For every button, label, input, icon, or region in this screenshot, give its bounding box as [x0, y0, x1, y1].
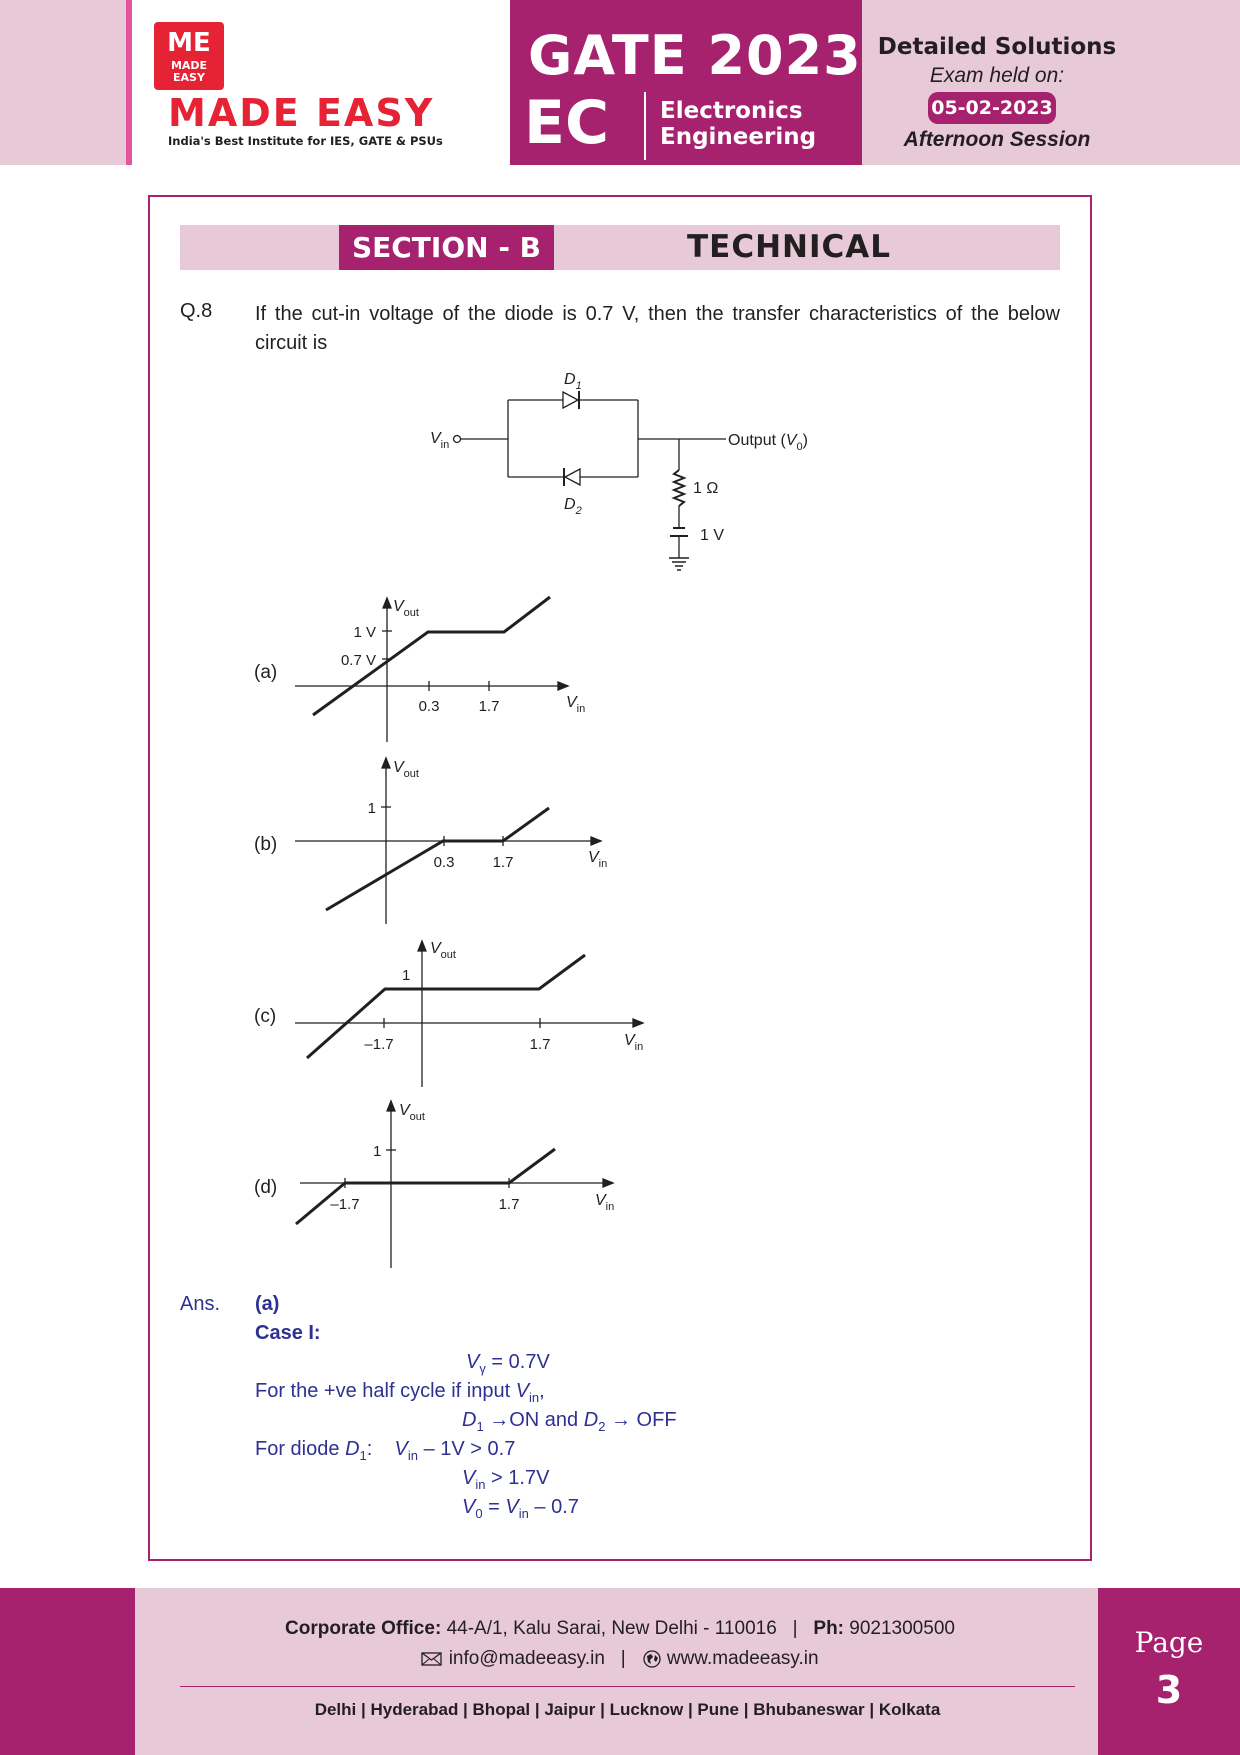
option-c-label: (c): [254, 1006, 277, 1027]
graph-b-tick-17: 1.7: [492, 854, 514, 871]
brand-name: MADE EASY: [168, 91, 435, 135]
graph-a-tick-03: 0.3: [418, 698, 440, 715]
question-text: If the cut-in voltage of the diode is 0.7 V, then the transfer characteristics of the below circuit is: [255, 303, 1060, 354]
graph-b-tick-03: 0.3: [433, 854, 455, 871]
graph-c-x-axis-label: $V_{in}$: [624, 1032, 644, 1053]
graph-d-x-axis-label: $V_{in}$: [595, 1192, 615, 1213]
answer-line-vgamma: $V_\gamma = 0.7V$: [466, 1351, 550, 1376]
graph-c: [295, 941, 643, 1087]
exam-held-label: Exam held on:: [929, 64, 1065, 87]
graph-a-tick-17: 1.7: [478, 698, 500, 715]
logo-mark-subtext: MADE EASY: [170, 59, 208, 84]
battery-icon: [670, 528, 688, 536]
graph-d: [296, 1101, 613, 1268]
globe-icon: [642, 1649, 662, 1669]
vin-label: $V_{in}$: [430, 430, 450, 451]
y-axis-arrow-icon: [418, 941, 426, 951]
circuit-diagram: [454, 391, 727, 570]
answer-line-vout: $V_0 = V_{in} - 0.7$: [462, 1496, 579, 1521]
y-axis-arrow-icon: [383, 598, 391, 608]
output-label: Output $(V_0)$: [728, 432, 808, 453]
answer-line-diode-states: $D_1 \to ON$ and $D_2$ → OFF: [462, 1409, 677, 1434]
resistor-icon: [674, 470, 684, 506]
answer-option: (a): [255, 1293, 280, 1315]
footer-office-line: Corporate Office: 44-A/1, Kalu Sarai, New Delhi - 110016 | Ph: 9021300500: [285, 1618, 955, 1639]
exam-title: GATE 2023: [528, 24, 862, 87]
graph-d-tick-1: 1: [373, 1143, 382, 1160]
footer-cities: Delhi | Hyderabad | Bhopal | Jaipur | Lucknow | Pune | Bhubaneswar | Kolkata: [314, 1700, 941, 1719]
y-axis-arrow-icon: [382, 758, 390, 768]
section-title: TECHNICAL: [687, 229, 891, 265]
graph-c-tick-17: 1.7: [529, 1036, 551, 1053]
x-axis-arrow-icon: [591, 837, 601, 845]
detailed-solutions-label: Detailed Solutions: [877, 34, 1117, 60]
d1-label: $D_1$: [564, 371, 582, 392]
battery-label: 1 V: [700, 527, 725, 544]
section-label: SECTION - B: [339, 225, 554, 270]
corporate-office-label: Corporate Office:: [285, 1618, 442, 1639]
option-a-label: (a): [254, 662, 278, 683]
branch-line-2: Engineering: [660, 124, 817, 150]
graph-a: [295, 597, 568, 742]
branch-line-1: Electronics: [660, 98, 803, 124]
phone-number: 9021300500: [849, 1618, 955, 1639]
graph-a-y-axis-label: $V_{out}$: [393, 598, 419, 619]
option-d-label: (d): [254, 1177, 278, 1198]
x-axis-arrow-icon: [633, 1019, 643, 1027]
graph-a-tick-1v: 1 V: [353, 624, 376, 641]
page-number: 3: [1155, 1668, 1183, 1712]
option-b-label: (b): [254, 834, 278, 855]
phone-label: Ph:: [813, 1618, 844, 1639]
graph-d-tick-17: 1.7: [498, 1196, 520, 1213]
answer-line-halfcycle: For the +ve half cycle if input $V_{in}$,: [255, 1380, 545, 1405]
page-indicator: [1098, 1588, 1240, 1755]
graph-b: [295, 758, 601, 924]
graph-b-y-axis-label: $V_{out}$: [393, 759, 419, 780]
answer-label: Ans.: [180, 1293, 221, 1315]
footer-website[interactable]: www.madeeasy.in: [666, 1648, 819, 1669]
footer-divider: [180, 1686, 1075, 1687]
vin-terminal: [454, 436, 461, 443]
graph-b-x-axis-label: $V_{in}$: [588, 849, 608, 870]
graph-d-y-axis-label: $V_{out}$: [399, 1102, 425, 1123]
graph-d-tick-neg17: –1.7: [330, 1196, 360, 1213]
answer-case: Case I:: [255, 1322, 321, 1344]
ground-icon: [669, 558, 689, 570]
footer-left-band: [0, 1588, 135, 1755]
footer-email[interactable]: info@madeeasy.in: [448, 1648, 605, 1669]
answer-line-fordiode: For diode $D_1$: $V_{in} - 1V > 0.7$: [255, 1438, 516, 1463]
graph-c-tick-1: 1: [402, 967, 411, 984]
resistor-label: 1 Ω: [693, 480, 719, 497]
x-axis-arrow-icon: [558, 682, 568, 690]
page-footer: [0, 1588, 1240, 1755]
logo-mark-text: ME: [167, 28, 211, 58]
exam-session: Afternoon Session: [903, 128, 1091, 151]
diode-d2-icon: [564, 468, 580, 486]
brand-tagline: India's Best Institute for IES, GATE & PSUs: [168, 134, 443, 148]
page-word: Page: [1134, 1626, 1204, 1659]
graph-c-y-axis-label: $V_{out}$: [430, 940, 456, 961]
x-axis-arrow-icon: [603, 1179, 613, 1187]
email-icon: [421, 1651, 443, 1667]
answer-line-ineq2: $V_{in} > 1.7V$: [462, 1467, 550, 1492]
graph-b-tick-1: 1: [367, 800, 376, 817]
graph-c-tick-neg17: –1.7: [364, 1036, 394, 1053]
diode-d1-icon: [563, 391, 579, 409]
exam-date-badge: 05-02-2023: [928, 92, 1056, 124]
question-number: Q.8: [180, 300, 213, 322]
graph-a-tick-07v: 0.7 V: [340, 652, 376, 669]
branch-code: EC: [524, 88, 610, 158]
d2-label: $D_2$: [564, 496, 582, 517]
graph-a-x-axis-label: $V_{in}$: [566, 694, 586, 715]
corporate-office-address: 44-A/1, Kalu Sarai, New Delhi - 110016: [446, 1618, 777, 1639]
y-axis-arrow-icon: [387, 1101, 395, 1111]
footer-contact-line: info@madeeasy.in | www.madeeasy.in: [180, 1648, 1060, 1670]
